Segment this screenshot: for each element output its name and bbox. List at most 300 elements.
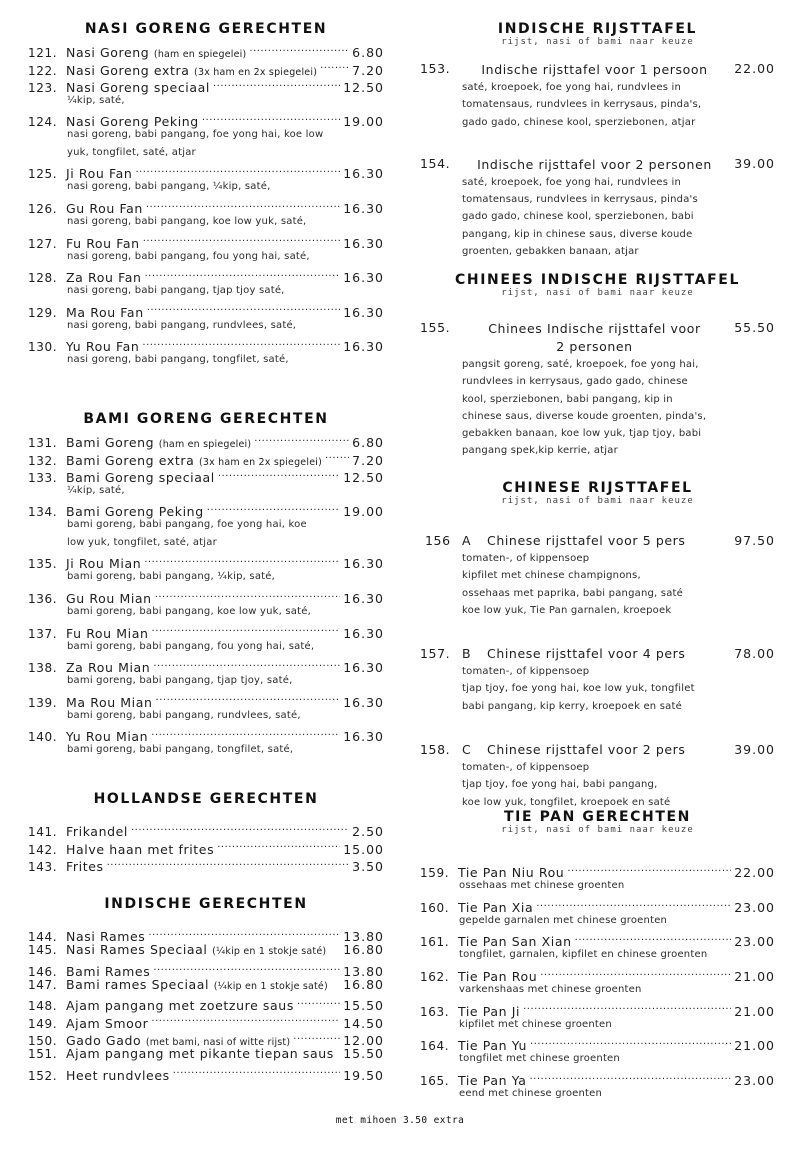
item-note: (¼kip en 1 stokje saté) (212, 946, 327, 958)
item-price: 19.00 (343, 504, 384, 520)
item-name-text: Tie Pan Xia (458, 899, 534, 915)
item-price: 16.30 (343, 166, 384, 182)
item-number: 164. (420, 1039, 450, 1054)
menu-item (420, 1068, 775, 1103)
item-description: kipfilet met chinese groenten (459, 1018, 612, 1030)
menu-item (28, 976, 384, 993)
item-description: bami goreng, babi pangang, ¼kip, saté, (67, 571, 275, 583)
item-number: 146. (28, 964, 58, 979)
dot-leader (156, 689, 341, 706)
menu-item (28, 299, 384, 334)
menu-item (28, 689, 384, 724)
dot-leader (148, 924, 340, 941)
item-price: 21.00 (734, 969, 775, 985)
item-price: 39.00 (734, 155, 775, 171)
dot-leader (293, 1028, 340, 1045)
menu-item (28, 75, 384, 110)
item-name-text: Yu Rou Mian (66, 729, 149, 745)
item-description: ¼kip, saté, (67, 484, 125, 496)
item-number: 133. (28, 470, 58, 485)
item-price: 12.00 (343, 1033, 384, 1049)
menu-item (28, 334, 384, 369)
item-name (66, 1015, 148, 1032)
item-name-line: Chinees Indische rijsttafel voor (488, 321, 701, 336)
menu-item (28, 655, 384, 690)
item-number: 122. (28, 63, 58, 78)
footer-note: met mihoen 3.50 extra (335, 1115, 465, 1126)
item-description: kipfilet met chinese champignons, (462, 570, 641, 582)
menu-item (28, 40, 384, 61)
section-chinese-rijsttafel (420, 477, 775, 811)
item-name-text: Bami Goreng speciaal (66, 469, 215, 485)
item-name (66, 858, 104, 875)
item-number: 123. (28, 80, 58, 95)
menu-item-row (28, 334, 384, 355)
menu-item (28, 620, 384, 655)
item-price: 6.80 (352, 45, 384, 61)
item-name (66, 1045, 334, 1062)
item-number: 130. (28, 340, 58, 355)
item-name-text: Ajam pangang met zoetzure saus (66, 998, 294, 1014)
menu-item (28, 196, 384, 231)
menu-item-row (420, 895, 775, 915)
dot-leader (131, 819, 349, 836)
item-description: nasi goreng, babi pangang, koe low yuk, saté, (67, 215, 307, 227)
item-price: 15.50 (343, 998, 384, 1014)
menu-item (420, 61, 775, 131)
menu-item-row (28, 299, 384, 320)
item-price: 22.00 (734, 61, 775, 76)
item-number: 153. (420, 61, 451, 76)
item-price: 16.30 (343, 625, 384, 641)
menu-item (28, 551, 384, 586)
menu-item (420, 964, 775, 999)
item-name-text: Bami Rames (66, 963, 151, 979)
menu-item (420, 645, 775, 715)
menu-item (28, 230, 384, 265)
item-name-text: Heet rundvlees (66, 1067, 170, 1083)
section-indische-rijsttafel (420, 18, 775, 260)
menu-item-row (420, 156, 775, 174)
dot-leader (144, 551, 340, 568)
item-number: 158. (420, 742, 451, 758)
menu-item (420, 929, 775, 964)
dot-leader (567, 860, 731, 877)
item-price: 15.00 (343, 841, 384, 857)
menu-item (28, 819, 384, 840)
item-name (462, 61, 727, 79)
item-description-line: gado gado, chinese kool, sperziebonen, atjar (462, 116, 696, 128)
menu-item (28, 465, 384, 500)
item-price: 78.00 (734, 646, 775, 662)
item-letter: A (462, 533, 472, 548)
item-number: 135. (28, 557, 58, 572)
item-description (420, 356, 722, 460)
menu-item (420, 998, 775, 1033)
menu-item-row (420, 1033, 775, 1054)
item-note: (ham en spiegelei) (158, 439, 252, 451)
item-price: 22.00 (734, 865, 775, 881)
item-description: tongfilet, garnalen, kipfilet en chinese groenten (459, 949, 708, 961)
dot-leader (320, 57, 349, 74)
item-name-text: Za Rou Mian (66, 660, 151, 676)
item-price: 12.50 (343, 79, 384, 95)
dot-leader (173, 1062, 340, 1079)
item-price: 39.00 (734, 742, 775, 758)
section-title: BAMI GORENG GERECHTEN (83, 411, 329, 427)
item-price: 12.50 (343, 469, 384, 485)
menu-item (28, 959, 384, 979)
dot-leader (213, 75, 340, 92)
menu-item (28, 430, 384, 451)
menu-item-row (28, 819, 384, 840)
menu-item-row (28, 1062, 384, 1083)
menu-item-row (28, 655, 384, 676)
menu-item (28, 265, 384, 300)
dot-leader (530, 1033, 731, 1050)
item-description-line: chinese saus, diverse koude groenten, pinda's, (462, 410, 707, 422)
item-description-line: tomatensaus, rundvlees in kerrysaus, pinda's, (462, 99, 702, 111)
item-price: 16.30 (343, 660, 384, 676)
section-hollandse (28, 788, 384, 874)
menu-item-row (28, 499, 384, 520)
item-description: bami goreng, babi pangang, tongfilet, saté, (67, 744, 294, 756)
item-name: Chinese rijsttafel voor 4 pers (487, 646, 686, 662)
item-price: 55.50 (734, 320, 775, 335)
item-price: 16.30 (343, 339, 384, 355)
item-number: 139. (28, 695, 58, 710)
menu-item (28, 1062, 384, 1083)
section-title: CHINEES INDISCHE RIJSTTAFEL (455, 272, 740, 288)
item-name-text: Bami Goreng Peking (66, 504, 204, 520)
item-number: 154. (420, 155, 451, 171)
item-name-text: Gado Gado (66, 1033, 142, 1049)
item-name-text: Tie Pan Rou (458, 969, 538, 985)
item-description-line: saté, kroepoek, foe yong hai, rundvlees in (462, 82, 682, 93)
item-price: 19.50 (343, 1067, 384, 1083)
item-number: 142. (28, 842, 58, 857)
item-description-line: gado gado, chinese kool, sperziebonen, babi (462, 211, 694, 223)
item-name-text: Tie Pan Niu Rou (458, 865, 565, 881)
item-name-text: Nasi Goreng (66, 45, 150, 61)
item-price: 13.80 (343, 963, 384, 979)
item-name-text: Ajam Smoor (66, 1015, 149, 1031)
dot-leader (146, 196, 340, 213)
item-description-line: saté, kroepoek, foe yong hai, rundvlees in (462, 176, 682, 188)
dot-leader (153, 655, 340, 672)
item-name (462, 320, 727, 356)
item-name-text: Za Rou Fan (66, 270, 142, 286)
item-description: gepelde garnalen met chinese groenten (459, 914, 668, 926)
menu-item-row (28, 230, 384, 251)
item-description-line: kool, sperziebonen, babi pangang, kip in (462, 393, 673, 405)
section-tie-pan (420, 806, 775, 1102)
item-number: 162. (420, 970, 450, 985)
item-name-text: Tie Pan San Xian (458, 934, 572, 950)
item-price: 15.50 (343, 1046, 384, 1062)
item-number: 126. (28, 201, 58, 216)
item-price: 16.30 (343, 304, 384, 320)
menu-item (420, 320, 775, 460)
item-name: Chinese rijsttafel voor 5 pers (487, 533, 686, 548)
item-name-text: Gu Rou Fan (66, 200, 143, 216)
item-number: 140. (28, 730, 58, 745)
menu-item-row (420, 964, 775, 985)
menu-item (28, 161, 384, 196)
dot-leader (153, 959, 340, 976)
dot-leader (145, 265, 341, 282)
section-subtitle: rijst, nasi of bami naar keuze (501, 288, 694, 298)
section-nasi-goreng (28, 18, 384, 369)
item-name-text: Ma Rou Fan (66, 304, 144, 320)
item-name-text: Nasi Rames (66, 929, 146, 945)
item-price: 2.50 (352, 824, 384, 840)
menu-item-row (28, 993, 384, 1014)
item-description-line: gebakken banaan, koe low yuk, tjap tjoy, babi (462, 428, 702, 440)
item-number: 131. (28, 436, 58, 451)
section-title: CHINESE RIJSTTAFEL (502, 480, 693, 496)
item-number: 127. (28, 236, 58, 251)
menu-item (28, 941, 384, 958)
menu-item-row (420, 929, 775, 950)
item-description: nasi goreng, babi pangang, tongfilet, saté, (67, 354, 289, 366)
item-description: babi pangang, kip kerry, kroepoek en saté (462, 700, 682, 712)
item-number: 163. (420, 1004, 450, 1019)
menu-item-row (420, 320, 775, 356)
item-number: 147. (28, 977, 58, 992)
item-description: tomaten-, of kippensoep (462, 666, 590, 678)
item-number: 159. (420, 866, 450, 881)
item-name-text: Halve haan met frites (66, 841, 215, 857)
item-description-line: tomatensaus, rundvlees in kerrysaus, pinda's (462, 194, 698, 206)
item-number: 151. (28, 1047, 58, 1062)
item-name-text: Ajam pangang met pikante tiepan saus (66, 1046, 334, 1062)
item-note: (ham en spiegelei) (153, 49, 247, 61)
item-description: nasi goreng, babi pangang, foe yong hai, koe low (67, 129, 324, 141)
item-description: bami goreng, babi pangang, fou yong hai, saté, (67, 640, 315, 652)
item-letter: B (462, 646, 472, 662)
item-name-text: Bami Goreng extra (66, 452, 195, 468)
item-number: 132. (28, 453, 58, 468)
item-price: 14.50 (343, 1015, 384, 1031)
item-price: 16.30 (343, 590, 384, 606)
item-name-text: Nasi Rames Speciaal (66, 942, 208, 958)
menu-item-row (420, 741, 775, 759)
menu-item (28, 1045, 384, 1062)
item-name-text: Gu Rou Mian (66, 590, 152, 606)
menu-item-row (420, 532, 775, 550)
dot-leader (254, 430, 349, 447)
item-description: eend met chinese groenten (459, 1087, 603, 1099)
item-name: Chinese rijsttafel voor 2 pers (487, 742, 686, 758)
menu-item (420, 532, 775, 619)
item-note: (¼kip en 1 stokje saté) (213, 980, 328, 992)
item-number: 149. (28, 1016, 58, 1031)
item-price: 23.00 (734, 1072, 775, 1088)
menu-item-row (28, 161, 384, 182)
menu-item-row (28, 924, 384, 945)
item-description-line: pangsit goreng, saté, kroepoek, foe yong hai, (462, 359, 699, 370)
item-price: 6.80 (352, 435, 384, 451)
dot-leader (207, 499, 340, 516)
item-price: 16.80 (343, 942, 384, 958)
item-number: 161. (420, 935, 450, 950)
menu-item-row (28, 40, 384, 61)
item-description-line: pangang spek,kip kerrie, atjar (462, 445, 618, 457)
dot-leader (217, 836, 340, 853)
item-name-line: Indische rijsttafel voor 2 personen (477, 156, 712, 172)
section-title: INDISCHE RIJSTTAFEL (497, 21, 698, 37)
menu-item-row (28, 586, 384, 606)
section-title: INDISCHE GERECHTEN (104, 896, 308, 912)
menu-item-row (420, 61, 775, 79)
item-number: 129. (28, 305, 58, 320)
item-number: 121. (28, 46, 58, 61)
dot-leader (107, 854, 350, 871)
item-name (66, 823, 128, 840)
item-name-text: Nasi Goreng Peking (66, 114, 199, 130)
item-price: 16.30 (343, 556, 384, 572)
item-description-line: rundvlees in kerrysaus, gado gado, chinese (462, 376, 688, 388)
item-price: 13.80 (343, 929, 384, 945)
item-price: 3.50 (352, 858, 384, 874)
item-name-text: Ji Rou Fan (66, 166, 133, 182)
dot-leader (530, 1068, 732, 1085)
menu-item-row (28, 265, 384, 286)
item-number: 165. (420, 1073, 450, 1088)
dot-leader (523, 998, 731, 1015)
item-number: 144. (28, 930, 58, 945)
item-name-text: Nasi Goreng speciaal (66, 79, 210, 95)
item-name-text: Ma Rou Mian (66, 694, 153, 710)
item-number: 145. (28, 943, 58, 958)
menu-item-row (28, 724, 384, 745)
menu-item (28, 499, 384, 551)
item-price: 19.00 (343, 114, 384, 130)
menu-item (420, 860, 775, 895)
item-price: 23.00 (734, 899, 775, 915)
item-price: 23.00 (734, 934, 775, 950)
section-subtitle: rijst, nasi of bami naar keuze (501, 496, 694, 506)
item-description: bami goreng, babi pangang, foe yong hai, koe (67, 519, 307, 531)
dot-leader (142, 334, 340, 351)
item-note: (met bami, nasi of witte rijst) (145, 1037, 291, 1049)
dot-leader (218, 465, 340, 482)
item-note: (3x ham en 2x spiegelei) (194, 66, 318, 78)
item-name-text: Frikandel (66, 824, 128, 840)
item-description: tjap tjoy, foe yong hai, babi pangang, (462, 779, 658, 791)
section-title: NASI GORENG GERECHTEN (84, 21, 328, 37)
item-description: nasi goreng, babi pangang, tjap tjoy saté, (67, 285, 285, 297)
item-description: koe low yuk, Tie Pan garnalen, kroepoek (462, 604, 672, 616)
menu-item-row (28, 1045, 384, 1062)
item-description: varkenshaas met chinese groenten (459, 984, 642, 996)
item-price: 16.30 (343, 235, 384, 251)
dot-leader (202, 109, 340, 126)
item-price: 16.30 (343, 200, 384, 216)
menu-item-row (28, 196, 384, 216)
item-description: tjap tjoy, foe yong hai, koe low yuk, tongfilet (462, 683, 695, 695)
item-name-text: Ji Rou Mian (66, 556, 142, 572)
dot-leader (151, 724, 340, 741)
item-number: 124. (28, 115, 58, 130)
section-chinees-indische-rijsttafel (420, 269, 775, 460)
item-number: 143. (28, 859, 58, 874)
item-number: 160. (420, 900, 450, 915)
menu-item (420, 741, 775, 811)
item-name-text: Bami rames Speciaal (66, 976, 210, 992)
item-description (420, 79, 722, 131)
dot-leader (540, 964, 731, 981)
menu-item-row (28, 976, 384, 993)
item-description: nasi goreng, babi pangang, ¼kip, saté, (67, 181, 271, 193)
menu-item (420, 1033, 775, 1068)
dot-leader (155, 586, 341, 603)
item-number: 137. (28, 626, 58, 641)
dot-leader (249, 40, 349, 57)
item-number: 138. (28, 661, 58, 676)
item-description-line: pangang, kip in chinese saus, diverse koude (462, 228, 693, 240)
section-subtitle: rijst, nasi of bami naar keuze (501, 825, 694, 835)
section-bami-goreng (28, 408, 384, 759)
item-price: 7.20 (352, 62, 384, 78)
menu-item (28, 993, 384, 1014)
menu-item (28, 586, 384, 621)
item-number: 125. (28, 167, 58, 182)
item-price: 21.00 (734, 1038, 775, 1054)
dot-leader (536, 895, 731, 912)
menu-item-row (420, 860, 775, 881)
dot-leader (147, 299, 340, 316)
item-description-line: groenten, gebakken banaan, atjar (462, 246, 639, 258)
item-description: bami goreng, babi pangang, rundvlees, saté, (67, 709, 301, 721)
item-description: bami goreng, babi pangang, koe low yuk, saté, (67, 605, 311, 617)
menu-item-row (28, 959, 384, 979)
item-description: ¼kip, saté, (67, 94, 125, 106)
item-name (66, 976, 328, 995)
menu-item (28, 109, 384, 161)
menu-item-row (28, 109, 384, 130)
item-description: low yuk, tongfilet, saté, atjar (67, 536, 217, 548)
item-name-text: Fu Rou Fan (66, 235, 140, 251)
dot-leader (297, 993, 340, 1010)
item-name (462, 156, 727, 174)
dot-leader (135, 161, 340, 178)
item-name-text: Frites (66, 858, 104, 874)
menu-item (28, 724, 384, 759)
item-description: ossehaas met paprika, babi pangang, saté (462, 587, 684, 599)
item-name-text: Nasi Goreng extra (66, 62, 190, 78)
item-description (420, 174, 722, 260)
item-name-line: Indische rijsttafel voor 1 persoon (481, 62, 708, 77)
item-number: 155. (420, 320, 451, 335)
menu-item (420, 895, 775, 930)
item-description: nasi goreng, babi pangang, fou yong hai, saté, (67, 250, 310, 262)
item-description: koe low yuk, tongfilet, kroepoek en saté (462, 796, 671, 808)
item-name-text: Tie Pan Ji (458, 1003, 521, 1019)
item-name-text: Tie Pan Yu (458, 1038, 528, 1054)
item-price: 21.00 (734, 1003, 775, 1019)
item-description: nasi goreng, babi pangang, rundvlees, saté, (67, 319, 297, 331)
item-description: ossehaas met chinese groenten (459, 880, 625, 892)
item-number: 141. (28, 825, 58, 840)
item-price: 7.20 (352, 452, 384, 468)
item-name-text: Yu Rou Fan (66, 339, 140, 355)
item-price: 16.80 (343, 976, 384, 992)
item-description: tomaten-, of kippensoep (462, 553, 590, 564)
item-name (66, 1067, 170, 1084)
section-indische (28, 893, 384, 1083)
